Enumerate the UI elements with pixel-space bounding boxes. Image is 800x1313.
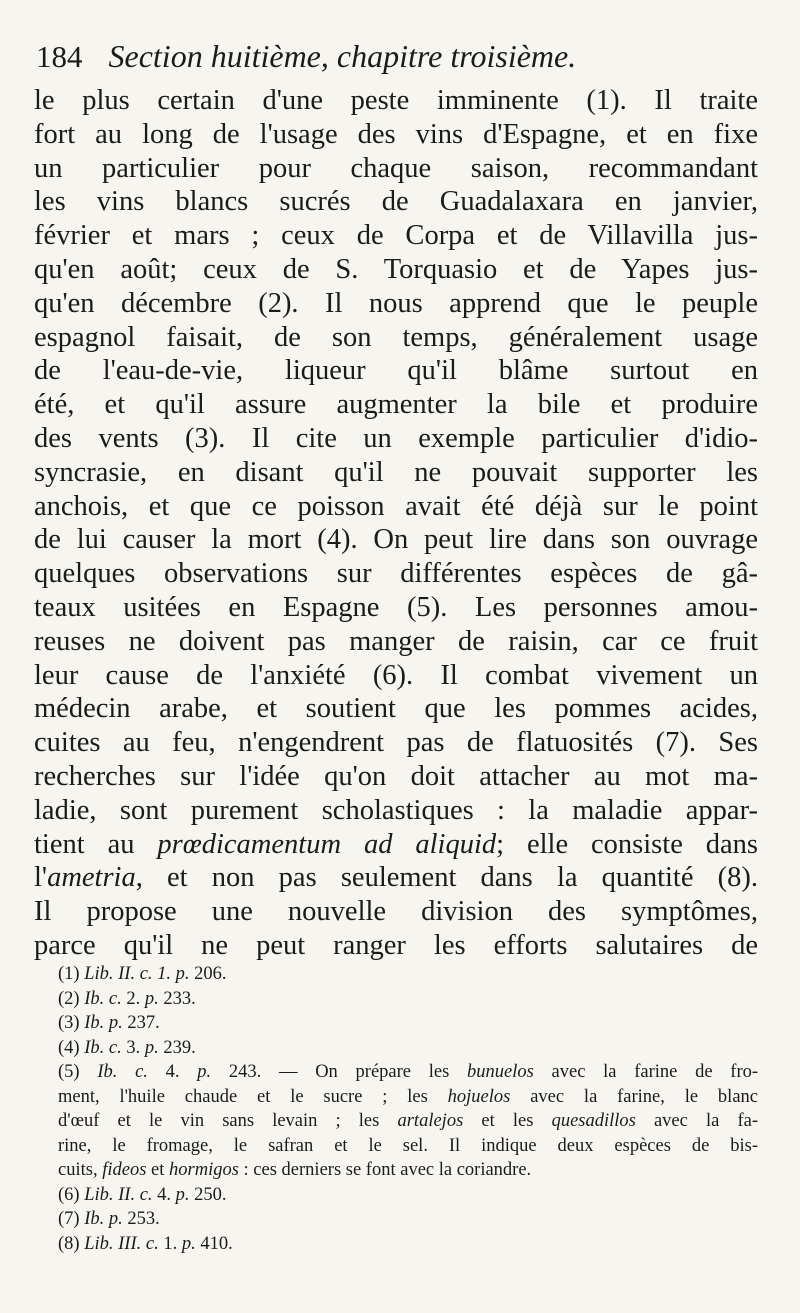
text-line xyxy=(34,321,758,355)
footnote-line xyxy=(58,1085,758,1110)
italic-run: p. xyxy=(181,1233,196,1254)
text-run: : ces derniers se font avec la coriandre. xyxy=(238,1160,532,1180)
text-run: parce qu'il ne peut ranger les efforts salutaires de xyxy=(34,929,758,961)
text-run: médecin arabe, et soutient que les pommes acides, xyxy=(34,693,758,725)
footnote-line xyxy=(58,1232,758,1257)
footnotes xyxy=(58,962,758,1256)
text-run: de lui causer la mort (4). On peut lire dans son ouvrage xyxy=(34,524,758,556)
text-run: avec la fa- xyxy=(635,1111,758,1131)
footnote-line xyxy=(58,1036,758,1061)
italic-run: quesadillos xyxy=(551,1111,636,1131)
text-run: (8) xyxy=(58,1233,85,1254)
text-run: (6) xyxy=(58,1184,85,1205)
text-run: 3. xyxy=(121,1037,145,1058)
text-run: cuits, xyxy=(58,1160,103,1180)
text-line xyxy=(34,456,758,490)
text-run: 410. xyxy=(195,1233,233,1254)
text-run: espagnol faisait, de son temps, généralement usage xyxy=(34,321,758,353)
text-run: 233. xyxy=(158,988,196,1009)
text-run: 253. xyxy=(122,1209,160,1229)
text-run: cuites au feu, n'engendrent pas de flatuosités (7). Ses xyxy=(34,727,758,759)
running-title: Section huitième, chapitre troisième. xyxy=(108,38,577,74)
italic-run: p. xyxy=(197,1062,212,1082)
text-run: (5) xyxy=(58,1062,98,1082)
text-run: reuses ne doivent pas manger de raisin, car ce fruit xyxy=(34,625,758,657)
footnote-line xyxy=(58,1060,758,1085)
italic-run: Lib. II. c. xyxy=(84,1184,153,1205)
italic-run: fideos xyxy=(102,1160,147,1180)
italic-run: p. xyxy=(175,1184,190,1205)
text-line xyxy=(34,388,758,422)
text-run: des vents (3). Il cite un exemple particulier d'idio- xyxy=(34,422,758,454)
italic-run: artalejos xyxy=(397,1111,464,1131)
italic-run: p. xyxy=(144,988,159,1009)
text-run: février et mars ; ceux de Corpa et de Villavilla jus- xyxy=(34,220,758,252)
text-run: fort au long de l'usage des vins d'Espagne, et en fixe xyxy=(34,118,758,150)
text-run: quelques observations sur différentes espèces de gâ- xyxy=(34,558,758,590)
italic-run: bunuelos xyxy=(467,1062,534,1082)
text-run: teaux usitées en Espagne (5). Les personnes amou- xyxy=(34,591,758,623)
text-line xyxy=(34,760,758,794)
text-line xyxy=(34,523,758,557)
text-line xyxy=(34,253,758,287)
text-line xyxy=(34,185,758,219)
text-run: 1. xyxy=(158,1233,182,1254)
text-run: 2. xyxy=(121,988,145,1009)
footnote-line xyxy=(58,1134,758,1159)
italic-run: Ib. c. xyxy=(84,988,122,1009)
text-run: avec la farine de fro- xyxy=(533,1062,759,1082)
text-line xyxy=(34,692,758,726)
footnote-line xyxy=(58,1109,758,1134)
text-run: 237. xyxy=(122,1013,160,1033)
text-run: d'œuf et le vin sans levain ; les xyxy=(58,1111,398,1131)
text-run: qu'en août; ceux de S. Torquasio et de Yapes jus- xyxy=(34,253,758,285)
text-run: et xyxy=(146,1160,170,1180)
text-run: Il propose une nouvelle division des symptômes, xyxy=(34,896,758,928)
footnote-line xyxy=(58,1183,758,1208)
italic-run: hojuelos xyxy=(447,1086,511,1107)
text-run: ; elle consiste dans xyxy=(496,828,758,860)
footnote-line xyxy=(58,1011,758,1036)
text-run: (2) xyxy=(58,988,85,1009)
text-run: 4. xyxy=(147,1062,198,1082)
body-text xyxy=(34,84,758,963)
text-line xyxy=(34,591,758,625)
footnote-line xyxy=(58,962,758,987)
text-run: 4. xyxy=(152,1184,176,1205)
text-line xyxy=(34,490,758,524)
text-run: un particulier pour chaque saison, recommandant xyxy=(34,152,758,184)
italic-run: Lib. II. c. 1. p. xyxy=(84,964,190,984)
italic-run: prœdicamentum ad aliquid xyxy=(157,828,497,860)
text-run: qu'en décembre (2). Il nous apprend que le peuple xyxy=(34,287,758,319)
text-run: (7) xyxy=(58,1209,85,1229)
text-run: le plus certain d'une peste imminente (1). Il traite xyxy=(34,85,758,116)
text-run: recherches sur l'idée qu'on doit attacher au mot ma- xyxy=(34,760,758,792)
italic-run: ametria xyxy=(47,862,136,894)
text-run: (1) xyxy=(58,964,85,984)
text-line xyxy=(34,557,758,591)
italic-run: p. xyxy=(144,1037,159,1058)
text-run: ladie, sont purement scholastiques : la maladie appar- xyxy=(34,794,758,826)
text-run: les vins blancs sucrés de Guadalaxara en janvier, xyxy=(34,186,758,218)
text-line xyxy=(34,219,758,253)
text-line xyxy=(34,84,758,118)
text-run: 250. xyxy=(189,1184,227,1205)
page-number: 184 xyxy=(36,39,83,74)
text-run: (3) xyxy=(58,1013,85,1033)
italic-run: Ib. c. xyxy=(84,1037,122,1058)
italic-run: Lib. III. c. xyxy=(84,1233,159,1254)
text-run: syncrasie, en disant qu'il ne pouvait supporter les xyxy=(34,456,758,488)
text-run: ment, l'huile chaude et le sucre ; les xyxy=(58,1086,448,1107)
text-line xyxy=(34,828,758,862)
text-line xyxy=(34,354,758,388)
text-line xyxy=(34,152,758,186)
text-run: 206. xyxy=(189,964,227,984)
text-run: été, et qu'il assure augmenter la bile et produire xyxy=(34,389,758,421)
text-run: , et non pas seulement dans la quantité (8). xyxy=(135,862,758,894)
text-line xyxy=(34,929,758,963)
footnote-line xyxy=(58,1207,758,1232)
text-line xyxy=(34,794,758,828)
text-run: anchois, et que ce poisson avait été déjà sur le point xyxy=(34,490,758,522)
italic-run: Ib. p. xyxy=(84,1209,123,1229)
text-run: avec la farine, le blanc xyxy=(510,1086,758,1107)
text-line xyxy=(34,895,758,929)
text-run: l' xyxy=(34,862,48,894)
italic-run: hormigos xyxy=(169,1160,239,1180)
text-run: leur cause de l'anxiété (6). Il combat vivement un xyxy=(34,659,758,691)
text-line xyxy=(34,118,758,152)
footnote-line xyxy=(58,1158,758,1183)
text-line xyxy=(34,422,758,456)
text-line xyxy=(34,726,758,760)
text-line xyxy=(34,861,758,895)
italic-run: Ib. c. xyxy=(97,1062,148,1082)
text-run: 239. xyxy=(158,1037,196,1058)
italic-run: Ib. p. xyxy=(84,1013,123,1033)
text-line xyxy=(34,625,758,659)
text-run: de l'eau-de-vie, liqueur qu'il blâme surtout en xyxy=(34,355,758,387)
footnote-line xyxy=(58,987,758,1012)
text-line xyxy=(34,287,758,321)
text-line xyxy=(34,659,758,693)
text-run: tient au xyxy=(34,828,158,860)
text-run: (4) xyxy=(58,1037,85,1058)
page-header xyxy=(36,38,776,78)
text-run: et les xyxy=(463,1111,552,1131)
text-run: rine, le fromage, le safran et le sel. Il indique deux espèces de bis- xyxy=(58,1135,758,1156)
text-run: 243. — On prépare les xyxy=(211,1062,467,1082)
